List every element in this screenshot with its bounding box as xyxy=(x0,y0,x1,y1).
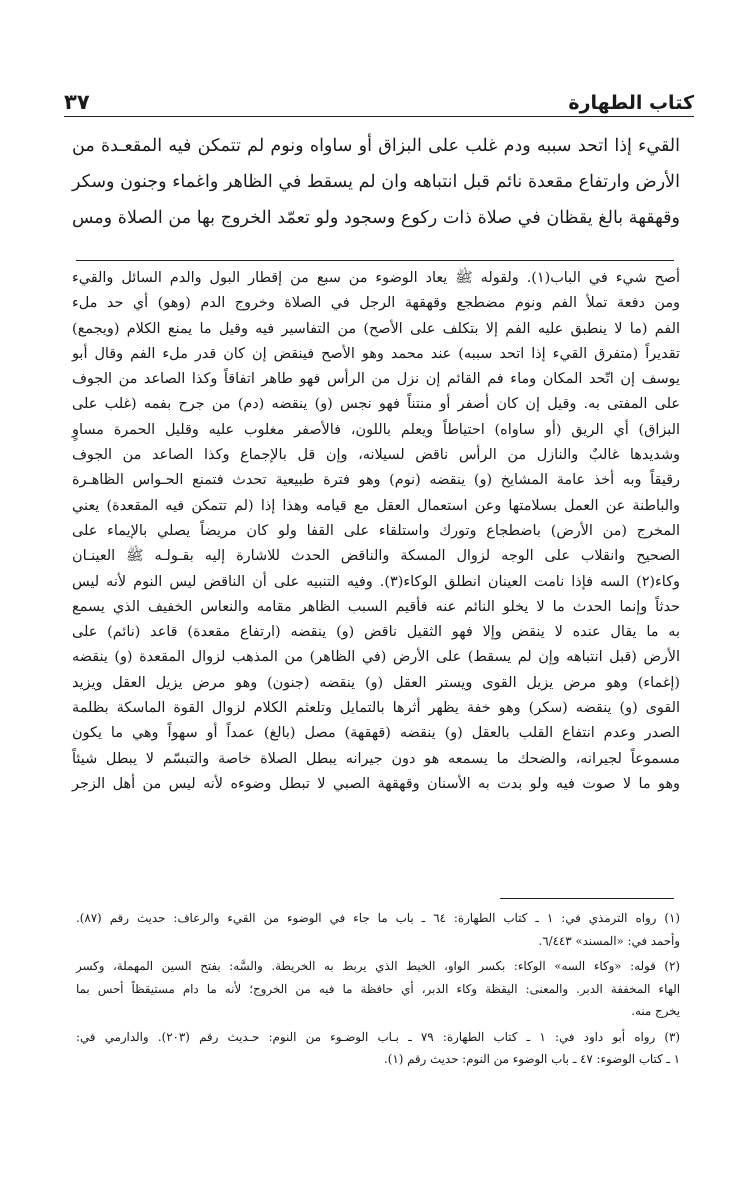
footnote-line: (١) رواه الترمذي في: ١ ـ كتاب الطهارة: ٦٤ ـ باب ما جاء في الوضوء من القيء والرعاف: حديث رقم (٨٧). xyxy=(76,911,680,925)
footnote-line: يخرج منه. xyxy=(631,1004,680,1018)
matn-line: الأرض وارتفاع مقعدة نائم قبل انتباهه وان لم يسقط في الظاهر واغماء وجنون وسكر xyxy=(72,172,680,192)
running-title: كتاب الطهارة xyxy=(568,92,694,114)
commentary-line: الأرض (قبل انتباهه وإن لم يسقط) على الأرض (في الظاهر) من المذهب لزوال المقعدة (و) ينقضه xyxy=(72,649,680,666)
matn-line: وقهقهة بالغ يقظان في صلاة ذات ركوع وسجود ولو تعمّد الخروج بها من الصلاة ومس xyxy=(72,208,680,228)
footnote-1 xyxy=(76,907,680,952)
page-number: ٣٧ xyxy=(64,90,90,114)
commentary-line: يوسف إن اتّحد المكان وماء فم القائم إن نزل من الرأس فهو طاهر اتفاقاً وكذا الصاعد من الجوف xyxy=(72,371,680,388)
footnote-line: (٣) رواه أبو داود في: ١ ـ كتاب الطهارة: ٧٩ ـ بـاب الوضـوء من النوم: حـديث رقم (٢٠٣). والدارمي في: xyxy=(76,1029,680,1044)
commentary-line: والباطنة عن العمل بسلامتها وعن استعمال العقل مع قيامه وهذا إذا (لم تتمكن فيه المقعدة) يعني xyxy=(72,497,680,514)
footnotes xyxy=(76,907,680,1074)
commentary-line: حدثاً وإنما الحدث ما لا يخلو النائم عنه فأقيم السبب الظاهر مقامه والنعاس الخفيف الذي يسمع xyxy=(72,598,680,615)
commentary-line: ومن دفعة تملأ الفم ونوم مضطجع وقهقهة الرجل في الصلاة وخروج الدم (وهو) أي حد ملء xyxy=(72,295,680,312)
footnote-3 xyxy=(76,1026,680,1071)
commentary-line: وهو ما لا صوت فيه ولو بدت به الأسنان وقهقهة الصبي لا تبطل وضوءه لأنه ليس من أهل الزجر xyxy=(72,775,680,792)
page-header xyxy=(64,80,694,114)
matn-line: القيء إذا اتحد سببه ودم غلب على البزاق أو ساواه ونوم لم تتمكن فيه المقعـدة من xyxy=(72,136,680,156)
section-divider xyxy=(76,260,674,261)
commentary-line: وكاء(٢) السه فإذا نامت العينان انطلق الوكاء(٣). وفيه التنبيه على أن الناقض ليس النوم لأنه ليس xyxy=(72,573,680,590)
commentary-text xyxy=(72,266,680,797)
commentary-line: رقيقاً وبه أخذ عامة المشايخ (و) ينقضه (نوم) وهو فترة طبيعية تحدث فتمنع الحـواس الظاهـرة xyxy=(72,472,680,489)
commentary-line: المخرج (من الأرض) باضطجاع وتورك واستلقاء على القفا ولو كان مريضاً يصلي بالإيماء على xyxy=(72,522,680,539)
footnote-divider xyxy=(500,898,674,899)
commentary-line: الصحيح وانقلاب على الوجه لزوال المسكة والناقض الحدث للاشارة إليه بقـولـه ﷺ العينـان xyxy=(72,548,680,565)
commentary-line: وشديدها غالبٌ والنازل من الرأس ناقض لسيلانه، وإن قل بالإجماع وكذا الصاعد من الجوف xyxy=(72,447,680,464)
header-divider xyxy=(64,116,694,117)
footnote-line: (٢) قوله: «وكاء السه» الوكاء: بكسر الواو، الخيط الذي يربط به الخريطة. والسَّه: بفتح السين المهملة، وكسر xyxy=(76,959,680,973)
footnote-line: وأحمد في: «المسند» ٦/٤٤٣. xyxy=(538,933,680,948)
footnote-line: الهاء المخففة الدبر. والمعنى: اليقظة وكاء الدبر، أي حافظة ما فيه من الخروج؛ لأنه ما دام مستيقظاً أحس بما xyxy=(76,981,680,996)
commentary-line: تقديراً (متفرق القيء إذا اتحد سببه) عند محمد وهو الأصح فينقض إن كان قدر ملء الفم وقال أبو xyxy=(72,345,680,362)
commentary-line: به ما يقال عنده لا ينقض وإلا فهو الثقيل ناقض (و) ينقضه (ارتفاع مقعدة) قاعد (نائم) على xyxy=(72,624,680,641)
commentary-line: البزاق) أي الريق (أو ساواه) احتياطاً ويعلم باللون، فالأصفر مغلوب عليه وقليل الحمرة مساوٍ xyxy=(72,421,680,438)
commentary-line: القوى (و) ينقضه (سكر) وهو خفة يظهر أثرها بالتمايل وتلعثم الكلام لزوال القوة الماسكة بظلمة xyxy=(72,700,680,717)
matn-text xyxy=(72,128,680,236)
commentary-line: أصح شيء في الباب(١). ولقوله ﷺ يعاد الوضوء من سبع من إقطار البول والدم السائل والقيء xyxy=(72,270,680,286)
commentary-line: الفم (ما لا ينطبق عليه الفم إلا بتكلف على الأصح) من التفاسير فيه وقيل ما يمنع الكلام (ويجمع) xyxy=(72,320,680,337)
commentary-line: مسموعاً لجيرانه، والضحك ما يسمعه هو دون جيرانه يبطل الصلاة خاصة والتبسّم لا يبطل شيئاً xyxy=(72,750,680,767)
commentary-line: الصدر وعدم انتفاع القلب بالعقل (و) ينقضه (قهقهة) مصل (بالغ) عمداً أو سهواً وهي ما يكون xyxy=(72,725,680,742)
commentary-line: (إغماء) وهو مرض يزيل القوى ويستر العقل (و) ينقضه (جنون) وهو مرض يزيل العقل ويزيد xyxy=(72,674,680,691)
commentary-line: على المفتى به. وقيل إن كان أصفر أو منتناً فهو نجس (و) ينقضه (دم) من جرح بفمه (غلب على xyxy=(72,396,680,413)
footnote-2 xyxy=(76,955,680,1023)
footnote-line: ١ ـ كتاب الوضوء: ٤٧ ـ باب الوضوء من النوم: حديث رقم (١). xyxy=(384,1052,680,1066)
